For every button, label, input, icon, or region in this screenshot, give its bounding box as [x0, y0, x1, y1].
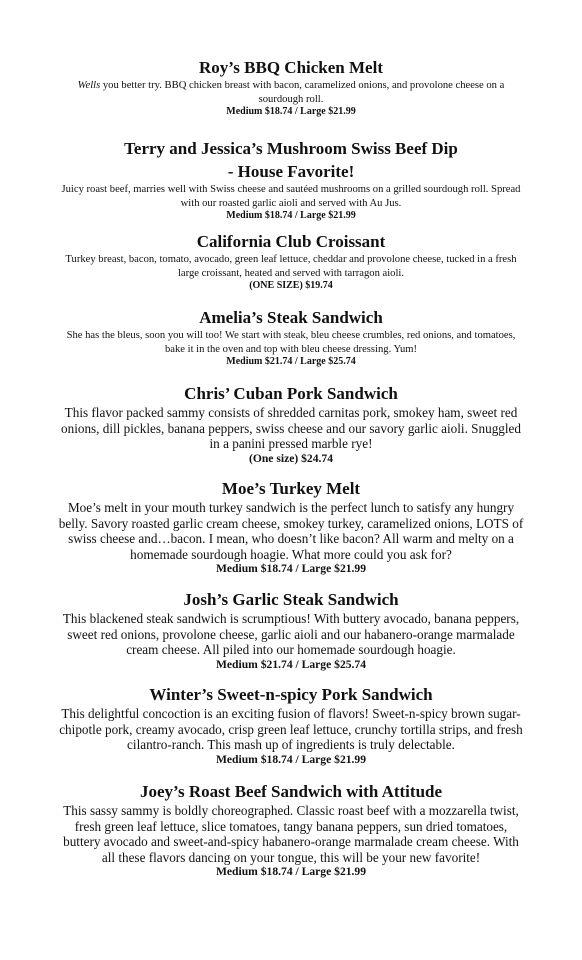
- item-price: Medium $18.74 / Large $21.99: [215, 865, 367, 879]
- menu-item-winters-sweet-n-spicy-pork-sandwich: [0, 684, 582, 767]
- menu-item-joshs-garlic-steak-sandwich: [0, 589, 582, 672]
- item-price: Medium $18.74 / Large $21.99: [226, 106, 356, 118]
- item-title: Amelia’s Steak Sandwich: [199, 308, 383, 327]
- item-title-line-1: Terry and Jessica’s Mushroom Swiss Beef Dip: [124, 139, 458, 158]
- menu-item-chris-cuban-pork-sandwich: [0, 383, 582, 466]
- item-description: This blackened steak sandwich is scrumptious! With buttery avocado, banana peppers, sweet red onions, provolone cheese, garlic aioli and our habanero-orange marmalade cream cheese. All piled into our homemade sourdough hoagie.: [62, 611, 520, 658]
- item-price: (One size) $24.74: [248, 451, 334, 465]
- item-price: Medium $18.74 / Large $21.99: [215, 562, 367, 576]
- menu-item-mushroom-swiss-beef-dip: [0, 137, 582, 221]
- item-title: [0, 137, 582, 183]
- menu-item-moes-turkey-melt: [0, 478, 582, 576]
- menu-item-joeys-roast-beef-sandwich: [0, 781, 582, 879]
- item-description: Turkey breast, bacon, tomato, avocado, green leaf lettuce, cheddar and provolone cheese, tucked in a fresh large croissant, heated and served with tarragon aioli.: [65, 254, 517, 279]
- item-description: This sassy sammy is boldly choreographed. Classic roast beef with a mozzarella twist, fresh green leaf lettuce, slice tomatoes, tangy banana peppers, sun dried tomatoes, buttery avocado and sweet-and-spicy habanero-orange marmalade cream cheese. With all these flavors dancing on your tongue, this will be your new favorite!: [63, 803, 519, 865]
- item-description: This delightful concoction is an exciting fusion of flavors! Sweet-n-spicy brown sugar-chipotle pork, creamy avocado, crisp green leaf lettuce, crunchy tortilla strips, and fresh cilantro-ranch. This mash up of ingredients is truly delectable.: [59, 706, 523, 753]
- item-price: Medium $21.74 / Large $25.74: [215, 657, 367, 671]
- menu-item-california-club-croissant: [0, 231, 582, 291]
- item-description-text: you better try. BBQ chicken breast with bacon, caramelized onions, and provolone cheese on a sourdough roll.: [100, 80, 505, 105]
- item-title: Winter’s Sweet-n-spicy Pork Sandwich: [149, 685, 433, 704]
- item-price: (ONE SIZE) $19.74: [249, 280, 333, 292]
- item-title: Roy’s BBQ Chicken Melt: [198, 58, 383, 77]
- item-description: [0, 79, 582, 106]
- item-price: Medium $18.74 / Large $21.99: [215, 752, 367, 766]
- item-title-line-2: - House Favorite!: [227, 162, 355, 181]
- item-description-emphasis: Wells: [77, 80, 101, 91]
- item-title: Josh’s Garlic Steak Sandwich: [183, 590, 399, 609]
- item-description: This flavor packed sammy consists of shredded carnitas pork, smokey ham, sweet red onions, dill pickles, banana peppers, swiss cheese and our savory garlic aioli. Snuggled in a panini pressed marble rye!: [61, 405, 521, 452]
- item-title: Joey’s Roast Beef Sandwich with Attitude: [139, 782, 443, 801]
- item-description: Juicy roast beef, marries well with Swiss cheese and sautéed mushrooms on a grilled sourdough roll. Spread with our roasted garlic aioli and served with Au Jus.: [61, 184, 521, 209]
- item-price: Medium $21.74 / Large $25.74: [226, 356, 356, 368]
- item-title: Moe’s Turkey Melt: [221, 479, 361, 498]
- menu-item-roys-bbq-chicken-melt: [0, 57, 582, 117]
- item-title: Chris’ Cuban Pork Sandwich: [184, 384, 398, 403]
- item-price: Medium $18.74 / Large $21.99: [226, 210, 356, 222]
- item-title: California Club Croissant: [196, 232, 386, 251]
- item-description: She has the bleus, soon you will too! We start with steak, bleu cheese crumbles, red onions, and tomatoes, bake it in the oven and top with bleu cheese dressing. Yum!: [66, 330, 516, 355]
- item-description: Moe’s melt in your mouth turkey sandwich is the perfect lunch to satisfy any hungry belly. Savory roasted garlic cream cheese, smokey turkey, caramelized onions, LOTS of swiss cheese and…bacon. I mean, who doesn’t like bacon? All warm and melty on a homemade sourdough hoagie. What more could you ask for?: [58, 500, 524, 562]
- menu-item-amelias-steak-sandwich: [0, 307, 582, 367]
